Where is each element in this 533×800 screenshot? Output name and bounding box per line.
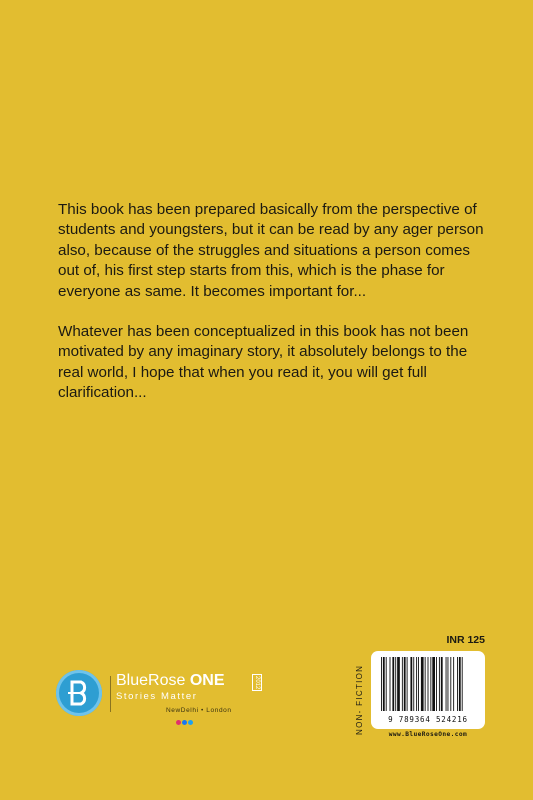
bluerose-logo-icon bbox=[56, 670, 102, 716]
blurb-paragraph-2: Whatever has been conceptualized in this book has not been motivated by any imaginary story, it absolutely belongs to the real world, I hope that when you read it, you will get full clarification... bbox=[58, 323, 469, 402]
publisher-tagline: Stories Matter bbox=[116, 691, 198, 702]
isbn-number: 9 789364 524216 bbox=[388, 715, 468, 724]
publisher-name bbox=[116, 672, 225, 690]
publisher-website: www.BlueRoseOne.com bbox=[388, 731, 468, 738]
barcode-panel bbox=[371, 651, 485, 729]
blurb-paragraph-1: This book has been prepared basically from the perspective of students and youngsters, but it can be read by any ager person also, because of the struggles and situations a person comes out of, his first step starts from this, which is the phase for everyone as same. It becomes important for... bbox=[58, 201, 484, 300]
social-icons bbox=[176, 720, 193, 725]
instagram-icon bbox=[176, 720, 181, 725]
barcode bbox=[379, 657, 477, 713]
genre-label: NON- FICTION bbox=[355, 664, 364, 735]
publisher-year-badge: 2012 bbox=[254, 676, 260, 690]
publisher-name-main: BlueRose bbox=[116, 672, 190, 689]
back-cover-blurb bbox=[58, 200, 488, 424]
facebook-icon bbox=[182, 720, 187, 725]
publisher-divider bbox=[110, 676, 111, 712]
twitter-icon bbox=[188, 720, 193, 725]
publisher-locations: NewDelhi • London bbox=[166, 707, 232, 714]
publisher-name-one: ONE bbox=[189, 672, 225, 689]
price-label: INR 125 bbox=[446, 634, 485, 646]
